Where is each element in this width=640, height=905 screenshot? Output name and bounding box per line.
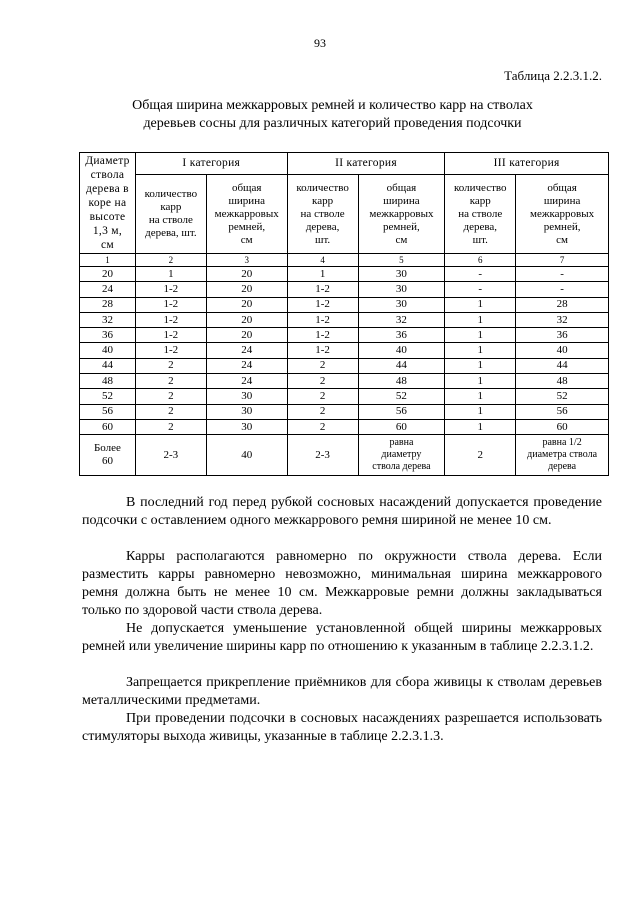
table-cell: 20 <box>206 267 287 282</box>
table-row <box>80 267 609 282</box>
table-cell: 24 <box>206 358 287 373</box>
table-cell: 44 <box>80 358 136 373</box>
table-cell: 48 <box>80 374 136 389</box>
table-cell: 30 <box>206 419 287 434</box>
table-cell: 1-2 <box>135 282 206 297</box>
table-cell: 2-3 <box>287 435 358 476</box>
table-cell: 36 <box>80 328 136 343</box>
column-number: 1 <box>80 254 136 267</box>
table-cell: 40 <box>80 343 136 358</box>
paragraph-4: Запрещается прикрепление приёмников для сбора живицы к стволам деревьев металлическими предметами. <box>82 675 602 708</box>
table-row <box>80 358 609 373</box>
table-cell: - <box>445 267 516 282</box>
table-cell: 1-2 <box>287 328 358 343</box>
table-cell: 1 <box>445 328 516 343</box>
table-cell: 1-2 <box>287 297 358 312</box>
column-number: 2 <box>135 254 206 267</box>
table-cell: 20 <box>206 312 287 327</box>
table-cell: - <box>516 282 609 297</box>
table-cell: 1 <box>445 389 516 404</box>
subheader-cat2-count: количество карр на стволе дерева, шт. <box>287 175 358 254</box>
paragraph-3: Не допускается уменьшение установленной общей ширины межкарровых ремней или увеличение ширины карр по отношению к указанным в таблице 2.2.3.1.2. <box>82 621 602 654</box>
category-1-header: I категория <box>135 153 287 175</box>
subheader-cat3-count: количество карр на стволе дерева, шт. <box>445 175 516 254</box>
table-cell: 2 <box>135 374 206 389</box>
table-cell: 30 <box>206 404 287 419</box>
table-row <box>80 419 609 434</box>
table-cell: 52 <box>358 389 445 404</box>
table-cell: 60 <box>358 419 445 434</box>
table-row <box>80 297 609 312</box>
diameter-header: Диаметр ствола дерева в коре на высоте 1,3 м, см <box>80 153 136 254</box>
table-cell: 1 <box>445 312 516 327</box>
table-cell: 2 <box>287 419 358 434</box>
table-cell: 30 <box>358 282 445 297</box>
table-cell: 2 <box>135 404 206 419</box>
table-cell: 1 <box>445 419 516 434</box>
table-cell: 28 <box>80 297 136 312</box>
table-cell: 56 <box>358 404 445 419</box>
column-number-row <box>80 254 609 267</box>
table-cell: 20 <box>206 297 287 312</box>
category-3-header: III категория <box>445 153 609 175</box>
table-label: Таблица 2.2.3.1.2. <box>504 68 602 83</box>
table-cell: 2 <box>445 435 516 476</box>
table-cell: 2 <box>287 358 358 373</box>
table-cell: 44 <box>358 358 445 373</box>
table-row <box>80 374 609 389</box>
column-number: 7 <box>516 254 609 267</box>
table-cell: 32 <box>80 312 136 327</box>
table-cell: 32 <box>358 312 445 327</box>
table-title <box>60 97 605 133</box>
table-cell: 30 <box>358 297 445 312</box>
table-cell: 2 <box>287 374 358 389</box>
table-body <box>80 267 609 435</box>
table-cell: 2-3 <box>135 435 206 476</box>
paragraph-5: При проведении подсочки в сосновых насаждениях разрешается использовать стимуляторы выхода живицы, указанные в таблице 2.2.3.1.3. <box>82 711 602 744</box>
table-cell: 20 <box>206 328 287 343</box>
table-cell: 2 <box>135 389 206 404</box>
table-row <box>80 343 609 358</box>
table-cell: 52 <box>80 389 136 404</box>
table-cell: 28 <box>516 297 609 312</box>
category-2-header: II категория <box>287 153 445 175</box>
table-cell: 1-2 <box>287 343 358 358</box>
table-cell: 1 <box>445 404 516 419</box>
table-cell: 44 <box>516 358 609 373</box>
table-cell: 36 <box>516 328 609 343</box>
table-cell: 1 <box>445 297 516 312</box>
table-cell: равна 1/2 диаметра ствола дерева <box>516 435 609 476</box>
column-number: 3 <box>206 254 287 267</box>
column-number: 5 <box>358 254 445 267</box>
table-cell: 2 <box>135 419 206 434</box>
resin-tapping-table <box>79 152 609 476</box>
table-cell: 2 <box>135 358 206 373</box>
page-number: 93 <box>314 36 326 50</box>
table-row <box>80 389 609 404</box>
table-cell: равна диаметру ствола дерева <box>358 435 445 476</box>
table-cell: 48 <box>358 374 445 389</box>
table-cell: 30 <box>206 389 287 404</box>
table-cell: 1-2 <box>287 282 358 297</box>
column-number: 4 <box>287 254 358 267</box>
table-cell: 1 <box>445 358 516 373</box>
table-cell: 52 <box>516 389 609 404</box>
subheader-cat3-width: общая ширина межкарровых ремней, см <box>516 175 609 254</box>
paragraph-2: Карры располагаются равномерно по окружности ствола дерева. Если разместить карры равномерно невозможно, минимальная ширина межкаррового ремня должна быть не менее 10 см. Межкарровые ремни должны закладываться только по здоровой части ствола дерева. <box>82 549 602 618</box>
table-row-over-60 <box>80 435 609 476</box>
table-cell: 1 <box>445 343 516 358</box>
table-cell: 40 <box>358 343 445 358</box>
paragraph-1: В последний год перед рубкой сосновых насаждений допускается проведение подсочки с оставлением одного межкаррового ремня шириной не менее 10 см. <box>82 495 602 528</box>
table-title-line-2: деревьев сосны для различных категорий проведения подсочки <box>143 116 522 131</box>
table-cell: 1 <box>287 267 358 282</box>
table-cell: 20 <box>80 267 136 282</box>
table-cell: Более 60 <box>80 435 136 476</box>
table-cell: 1 <box>445 374 516 389</box>
table-cell: 40 <box>516 343 609 358</box>
table-cell: - <box>516 267 609 282</box>
table-cell: 56 <box>80 404 136 419</box>
table-cell: 1-2 <box>135 343 206 358</box>
table-cell: 1-2 <box>135 328 206 343</box>
table-cell: 60 <box>516 419 609 434</box>
subheader-cat1-width: общая ширина межкарровых ремней, см <box>206 175 287 254</box>
table-cell: 1-2 <box>135 297 206 312</box>
table-cell: 24 <box>206 374 287 389</box>
table-title-line-1: Общая ширина межкарровых ремней и количество карр на стволах <box>132 98 533 113</box>
table-cell: 2 <box>287 389 358 404</box>
table-row <box>80 404 609 419</box>
table-cell: 2 <box>287 404 358 419</box>
table-row <box>80 282 609 297</box>
table-cell: 32 <box>516 312 609 327</box>
table-cell: - <box>445 282 516 297</box>
table-cell: 48 <box>516 374 609 389</box>
table-cell: 24 <box>80 282 136 297</box>
table-cell: 24 <box>206 343 287 358</box>
table-cell: 40 <box>206 435 287 476</box>
subheader-cat1-count: количество карр на стволе дерева, шт. <box>135 175 206 254</box>
subheader-cat2-width: общая ширина межкарровых ремней, см <box>358 175 445 254</box>
table-cell: 30 <box>358 267 445 282</box>
table-row <box>80 312 609 327</box>
table-cell: 20 <box>206 282 287 297</box>
column-number: 6 <box>445 254 516 267</box>
table-cell: 36 <box>358 328 445 343</box>
table-cell: 1-2 <box>287 312 358 327</box>
table-cell: 1 <box>135 267 206 282</box>
table-cell: 1-2 <box>135 312 206 327</box>
table-cell: 56 <box>516 404 609 419</box>
table-row <box>80 328 609 343</box>
table-cell: 60 <box>80 419 136 434</box>
